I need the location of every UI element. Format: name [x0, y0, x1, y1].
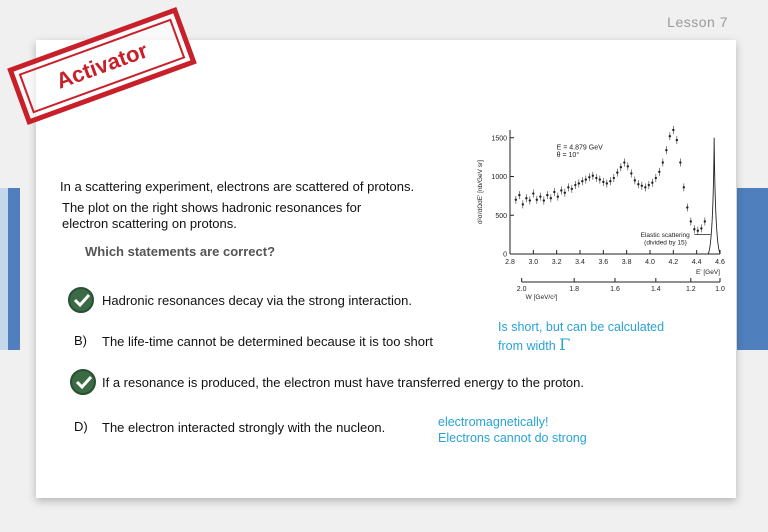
annotation-elastic-2: (divided by 15)	[644, 239, 687, 247]
decor-bar-right	[737, 188, 768, 350]
data-point	[571, 188, 573, 190]
w-tick-label: 1.8	[569, 286, 580, 293]
data-point	[700, 227, 702, 229]
data-point	[697, 230, 699, 232]
check-icon	[70, 369, 96, 395]
lesson-label: Lesson 7	[667, 14, 728, 30]
w-tick-label: 1.4	[650, 286, 661, 293]
y-tick-label: 1500	[491, 135, 507, 143]
data-point	[546, 194, 548, 196]
data-point	[550, 197, 552, 199]
note-d-line-1: electromagnetically!	[438, 415, 549, 429]
annotation-angle: θ = 10°	[556, 152, 580, 160]
data-point	[539, 195, 541, 197]
data-point	[529, 199, 531, 201]
option-a-text: Hadronic resonances decay via the strong interaction.	[102, 293, 413, 308]
x-tick-label: 4.6	[715, 259, 725, 266]
intro-line-3: electron scattering on protons.	[62, 216, 237, 231]
data-point	[662, 161, 664, 163]
intro-line-1: In a scattering experiment, electrons are scattered of protons.	[60, 179, 415, 194]
option-c-text: If a resonance is produced, the electron must have transferred energy to the proton.	[102, 375, 585, 390]
data-point	[553, 191, 555, 193]
data-point	[641, 185, 643, 187]
data-point	[515, 199, 517, 201]
option-d-letter: D)	[74, 419, 88, 434]
gamma-symbol: Γ	[559, 335, 571, 354]
data-point	[627, 165, 629, 167]
x-tick-label: 4.4	[691, 259, 702, 266]
data-point	[585, 178, 587, 180]
data-point	[581, 180, 583, 182]
w-tick-label: 1.0	[715, 286, 725, 293]
x-tick-label: 3.8	[621, 259, 632, 266]
decor-bar-left	[8, 188, 20, 350]
data-point	[672, 129, 674, 131]
data-point	[704, 220, 706, 222]
y-tick-label: 0	[503, 251, 507, 259]
data-point	[676, 139, 678, 141]
data-point	[637, 183, 639, 185]
annotation-elastic-1: Elastic scattering	[640, 231, 690, 239]
data-point	[599, 178, 601, 180]
data-point	[693, 228, 695, 230]
note-b-line-2: from width Γ	[498, 335, 571, 354]
resonance-chart	[470, 122, 730, 302]
annotation-energy: E = 4.879 GeV	[556, 144, 603, 152]
option-b-letter: B)	[74, 333, 87, 348]
y-tick-label: 500	[495, 212, 507, 220]
data-point	[564, 192, 566, 194]
note-d-line-2: Electrons cannot do strong	[438, 431, 587, 445]
x-tick-label: 3.2	[551, 259, 562, 266]
option-b-text: The life-time cannot be determined because it is too short	[102, 334, 433, 349]
data-point	[557, 195, 559, 197]
data-point	[532, 192, 534, 194]
data-point	[651, 182, 653, 184]
x-tick-label: 3.6	[598, 259, 609, 266]
data-point	[683, 186, 685, 188]
data-point	[620, 166, 622, 168]
data-point	[634, 179, 636, 181]
data-point	[592, 175, 594, 177]
data-point	[613, 177, 615, 179]
data-point	[525, 197, 527, 199]
x-tick-label: 2.8	[505, 259, 515, 266]
chart-svg	[470, 122, 730, 302]
data-point	[606, 182, 608, 184]
data-point	[518, 194, 520, 196]
option-d-text: The electron interacted strongly with the nucleon.	[102, 420, 386, 435]
w-tick-label: 1.6	[610, 286, 620, 293]
data-point	[623, 161, 625, 163]
data-point	[669, 135, 671, 137]
decor-bar-left-light	[0, 188, 8, 350]
data-point	[658, 171, 660, 173]
data-point	[588, 176, 590, 178]
data-point	[543, 199, 545, 201]
x-tick-label: 3.4	[575, 259, 585, 266]
data-point	[595, 177, 597, 179]
data-point	[522, 203, 524, 205]
data-point	[609, 180, 611, 182]
data-point	[644, 186, 646, 188]
check-icon	[68, 287, 94, 313]
data-point	[690, 220, 692, 222]
data-point	[578, 182, 580, 184]
x-tick-label: 4.0	[645, 259, 655, 266]
data-point	[665, 149, 667, 151]
data-point	[567, 186, 569, 188]
data-point	[616, 171, 618, 173]
intro-line-2: The plot on the right shows hadronic resonances for	[62, 200, 362, 215]
data-point	[630, 172, 632, 174]
y-tick-label: 1000	[491, 174, 507, 181]
w-tick-label: 1.2	[685, 286, 696, 293]
data-point	[536, 199, 538, 201]
question-text: Which statements are correct?	[85, 244, 276, 259]
elastic-peak-line	[708, 138, 720, 254]
data-point	[686, 206, 688, 208]
w-axis-label: W [GeV/c²]	[525, 294, 558, 301]
data-point	[574, 184, 576, 186]
data-point	[679, 161, 681, 163]
x-axis-label: E' [GeV]	[695, 269, 721, 276]
w-tick-label: 2.0	[516, 286, 527, 293]
x-tick-label: 3.0	[528, 259, 539, 266]
data-point	[655, 177, 657, 179]
y-axis-label: d²σ/dΩdE' [nb/GeV sr]	[477, 160, 484, 224]
x-tick-label: 4.2	[668, 259, 679, 266]
stamp-label: Activator	[52, 37, 151, 94]
note-b-line-1: Is short, but can be calculated	[498, 320, 665, 334]
data-point	[560, 189, 562, 191]
data-point	[648, 184, 650, 186]
data-point	[602, 181, 604, 183]
